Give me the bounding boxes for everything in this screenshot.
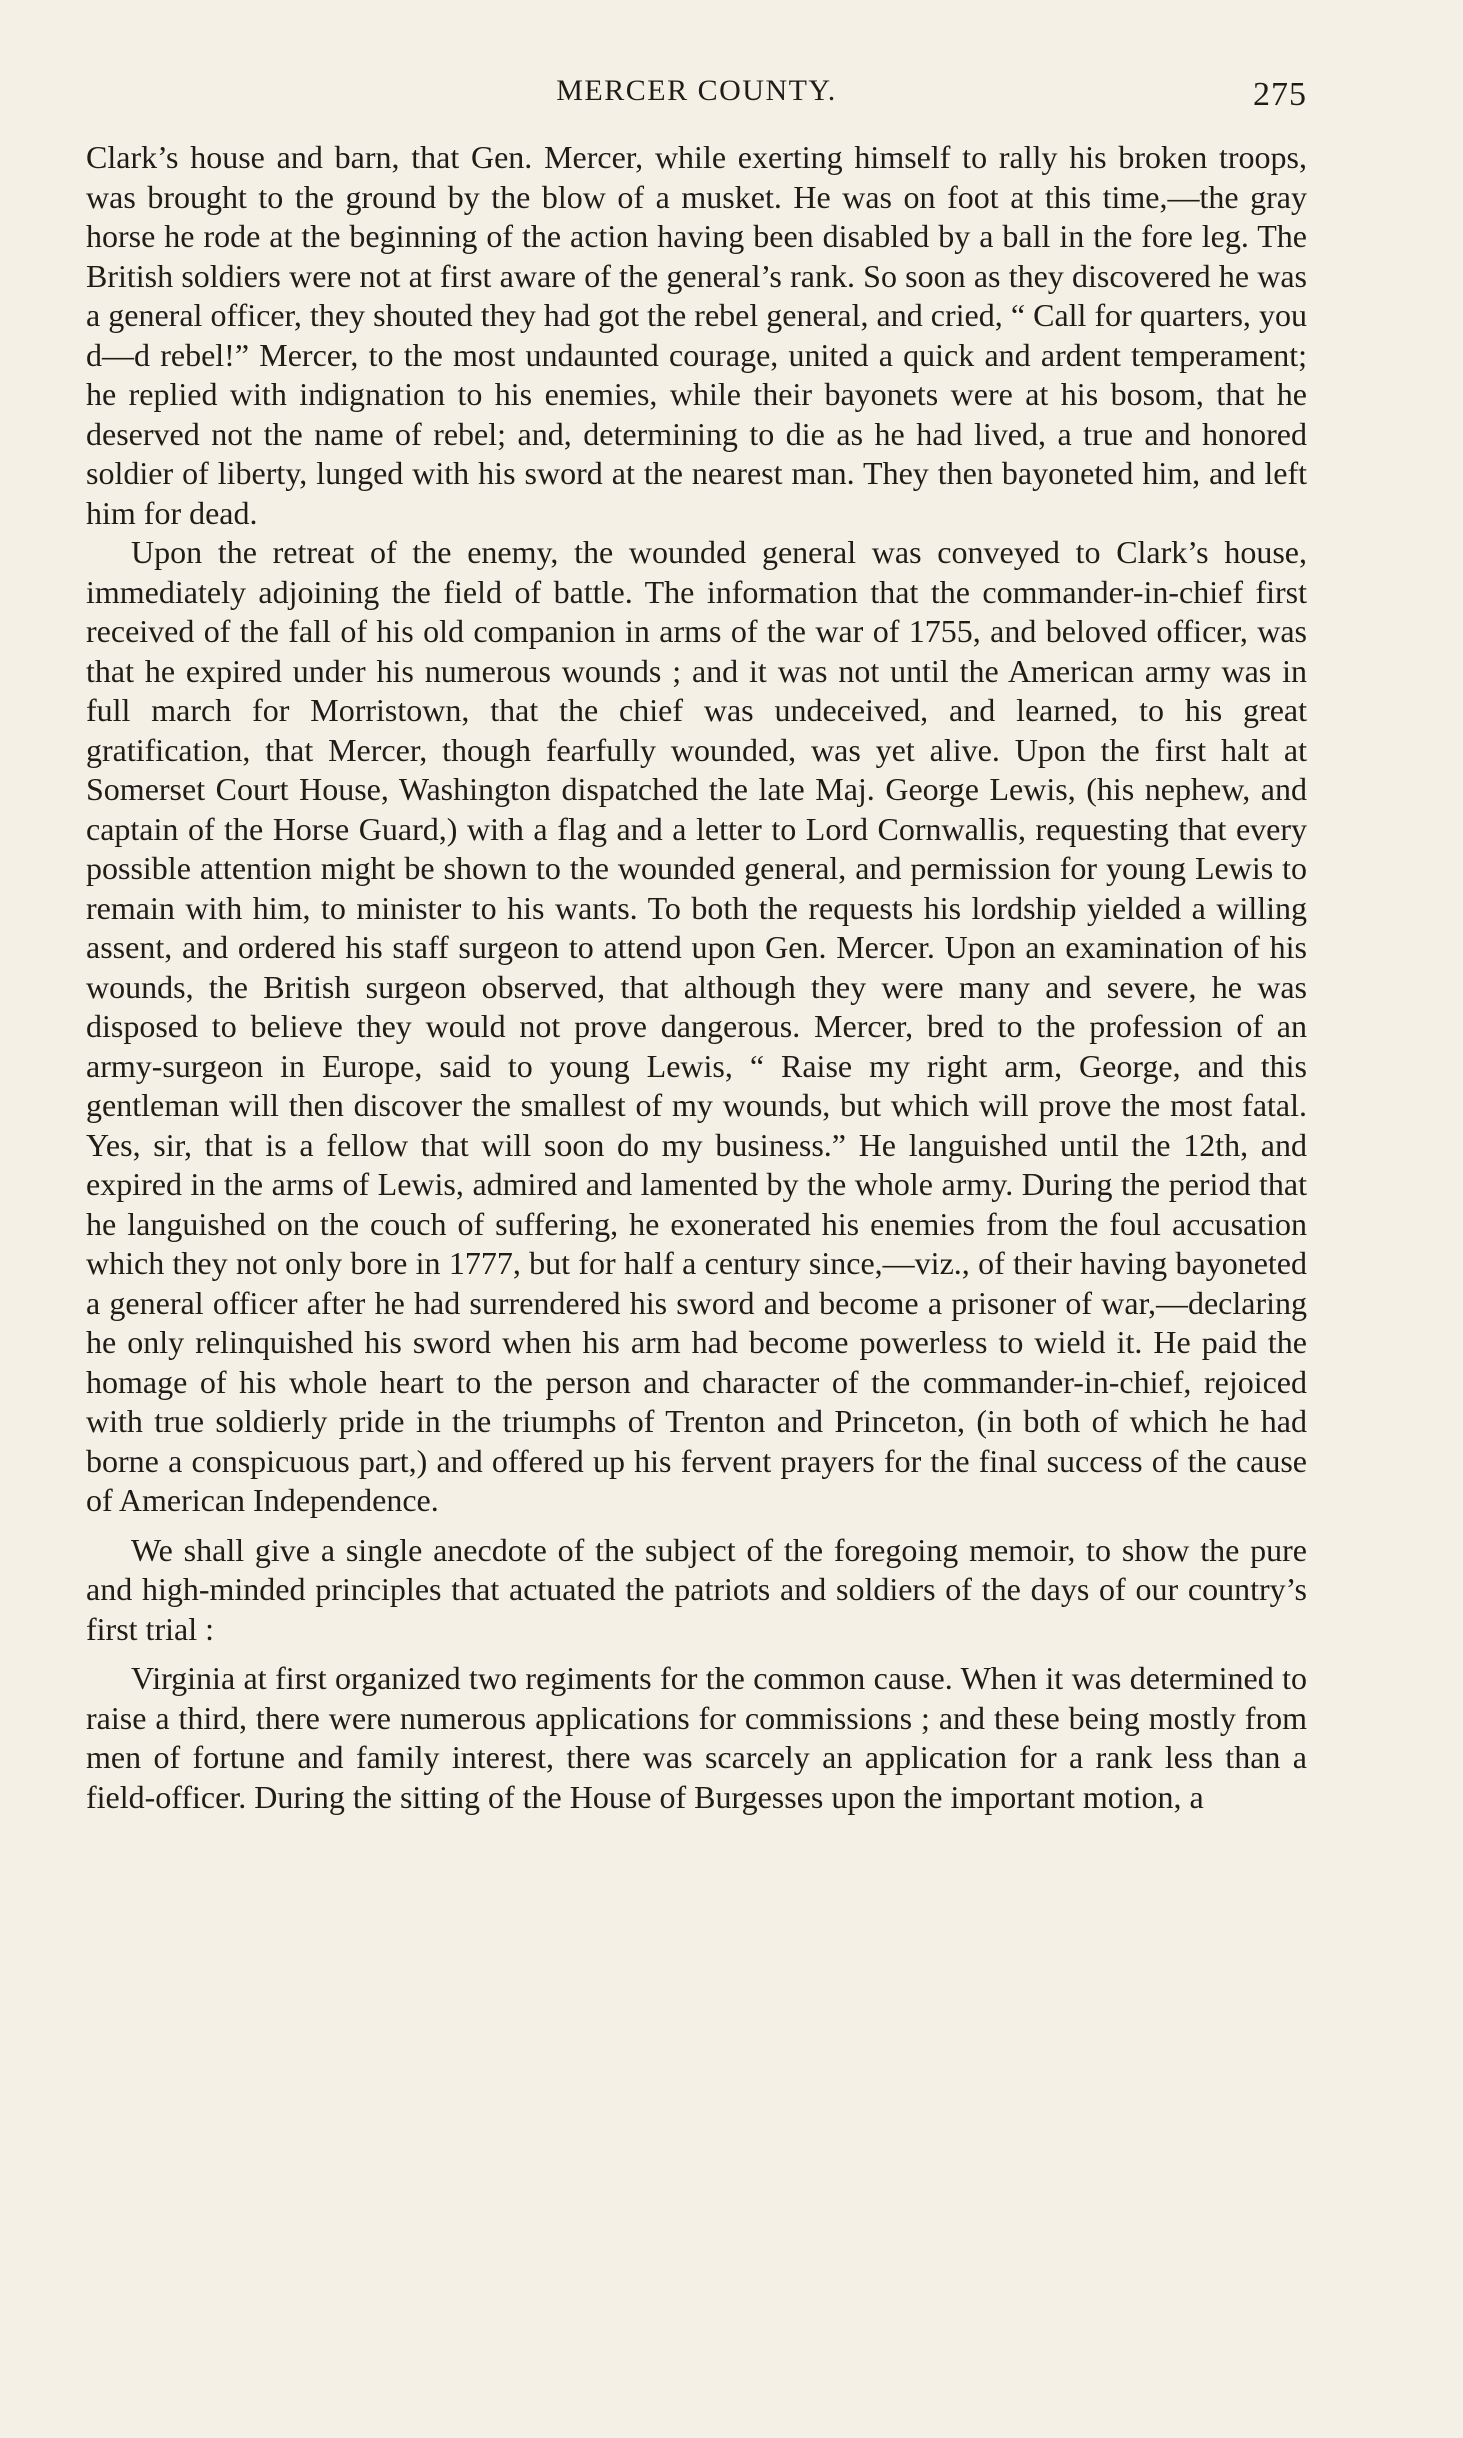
page-number: 275 <box>1253 76 1307 113</box>
paragraph-virginia-regiments: Virginia at first organized two regiments for the common cause. When it was determined to raise a third, there were numerous applications for commissions ; and these being mostly from men of fortune and family interest, there was scarcely an application for a rank less than a field-officer. During the sitting of the House of Burgesses upon the important motion, a <box>86 1660 1307 1815</box>
paragraph-retreat-and-death: Upon the retreat of the enemy, the wounded general was conveyed to Clark’s house, immediately adjoining the field of battle. The information that the commander-in-chief first received of the fall of his old companion in arms of the war of 1755, and beloved officer, was that he expired under his numerous wounds ; and it was not until the American army was in full march for Morristown, that the chief was undeceived, and learned, to his great gratification, that Mercer, though fearfully wounded, was yet alive. Upon the first halt at Somerset Court House, Washington dispatched the late Maj. George Lewis, (his nephew, and captain of the Horse Guard,) with a flag and a letter to Lord Cornwallis, requesting that every possible attention might be shown to the wounded general, and permission for young Lewis to remain with him, to minister to his wants. To both the requests his lordship yielded a willing assent, and ordered his staff surgeon to attend upon Gen. Mercer. Upon an examination of his wounds, the British surgeon observed, that although they were many and severe, he was disposed to believe they would not prove dangerous. Mercer, bred to the profession of an army-surgeon in Europe, said to young Lewis, “ Raise my right arm, George, and this gentleman will then discover the smallest of my wounds, but which will prove the most fatal. Yes, sir, that is a fellow that will soon do my business.” He languished until the 12th, and expired in the arms of Lewis, admired and lamented by the whole army. During the period that he languished on the couch of suffering, he exonerated his enemies from the foul accusation which they not only bore in 1777, but for half a century since,—viz., of their having bayoneted a general officer after he had surrendered his sword and become a prisoner of war,—declaring he only relinquished his sword when his arm had become powerless to wield it. He paid the homage of his whole heart to the person and character of the commander-in-chief, rejoiced with true soldierly pride in the triumphs of Trenton and Princeton, (in both of which he had borne a conspicuous part,) and offered up his fervent prayers for the final success of the cause of American Independence. <box>86 534 1307 1518</box>
paragraph-anecdote-intro: We shall give a single anecdote of the subject of the foregoing memoir, to show the pure and high-minded principles that actuated the patriots and soldiers of the days of our country’s first trial : <box>86 1531 1307 1647</box>
running-title: MERCER COUNTY. <box>556 74 837 107</box>
paragraph-mercer-wounded: Clark’s house and barn, that Gen. Mercer, while exerting himself to rally his broken troops, was brought to the ground by the blow of a musket. He was on foot at this time,—the gray horse he rode at the beginning of the action having been disabled by a ball in the fore leg. The British soldiers were not at first aware of the general’s rank. So soon as they discovered he was a general officer, they shouted they had got the rebel general, and cried, “ Call for quarters, you d—d rebel!” Mercer, to the most undaunted courage, united a quick and ardent temperament; he replied with indignation to his enemies, while their bayonets were at his bosom, that he deserved not the name of rebel; and, determining to die as he had lived, a true and honored soldier of liberty, lunged with his sword at the nearest man. They then bayoneted him, and left him for dead. <box>86 139 1307 531</box>
body-text <box>86 138 1307 1817</box>
running-head <box>86 74 1307 114</box>
